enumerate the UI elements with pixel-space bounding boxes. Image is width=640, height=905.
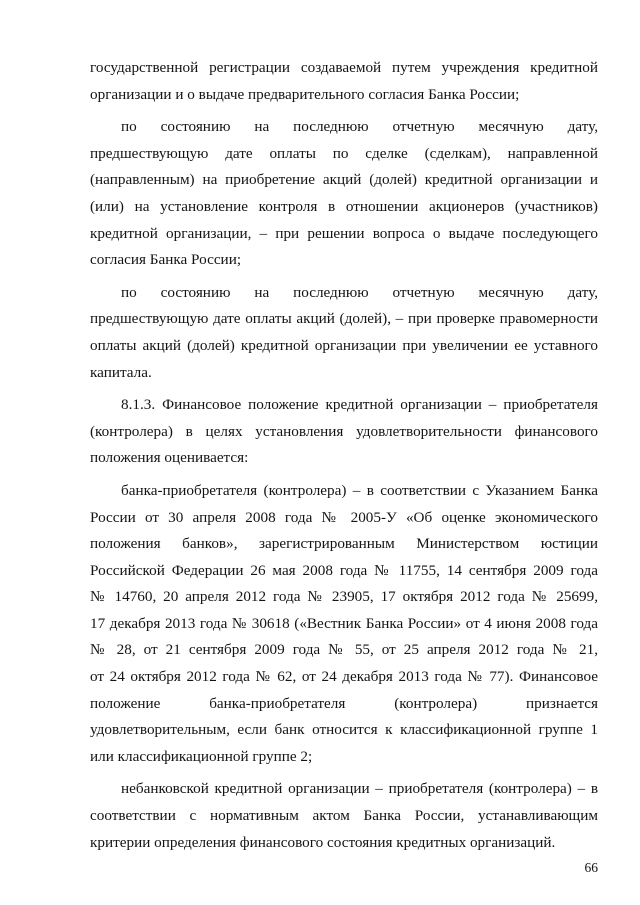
text-line: № 28, от 21 сентября 2009 года № 55, от 25 апреля 2012 года № 21,: [90, 641, 598, 659]
text-line: (направленным) на приобретение акций (долей) кредитной организации и: [90, 171, 598, 189]
text-line: положения банков», зарегистрированным Министерством юстиции: [90, 535, 598, 553]
paragraph-3: [90, 280, 598, 386]
text-line: критерии определения финансового состояния кредитных организаций.: [90, 833, 556, 851]
text-line: 17 декабря 2013 года № 30618 («Вестник Банка России» от 4 июня 2008 года: [90, 614, 598, 632]
text-line: капитала.: [90, 363, 152, 381]
text-line: государственной регистрации создаваемой путем учреждения кредитной: [90, 59, 598, 76]
paragraph-6: [90, 776, 598, 856]
text-line: банка-приобретателя (контролера) – в соответствии с Указанием Банка: [121, 481, 598, 499]
text-line: Российской Федерации 26 мая 2008 года № 11755, 14 сентября 2009 года: [90, 561, 598, 579]
text-line: положения оценивается:: [90, 449, 249, 467]
text-line: кредитной организации, – при решении вопроса о выдаче последующего: [90, 224, 598, 242]
text-line: согласия Банка России;: [90, 251, 242, 269]
text-line: положение банка-приобретателя (контролера) признается: [90, 694, 598, 712]
text-line: (или) на установление контроля в отношении акционеров (участников): [90, 197, 598, 215]
text-line: предшествующую дате оплаты по сделке (сделкам), направленной: [90, 144, 598, 162]
text-line: 8.1.3. Финансовое положение кредитной организации – приобретателя: [121, 396, 598, 414]
paragraph-2: [90, 114, 598, 274]
text-line: № 14760, 20 апреля 2012 года № 23905, 17 октября 2012 года № 25699,: [90, 588, 598, 606]
text-line: удовлетворительным, если банк относится к классификационной группе 1: [90, 721, 598, 739]
text-line: соответствии с нормативным актом Банка России, устанавливающим: [90, 807, 598, 825]
paragraph-4: [90, 392, 598, 472]
text-line: оплаты акций (долей) кредитной организации при увеличении ее уставного: [90, 336, 598, 354]
paragraph-5: [90, 478, 598, 771]
text-line: предшествующую дате оплаты акций (долей), – при проверке правомерности: [90, 310, 598, 328]
text-line: от 24 октября 2012 года № 62, от 24 декабря 2013 года № 77). Финансовое: [90, 668, 598, 686]
text-line: по состоянию на последнюю отчетную месячную дату,: [121, 283, 598, 301]
document-body: [90, 55, 598, 856]
paragraph-1: [90, 55, 598, 108]
text-line: России от 30 апреля 2008 года № 2005-У «Об оценке экономического: [90, 508, 598, 526]
text-line: небанковской кредитной организации – приобретателя (контролера) – в: [121, 780, 598, 798]
page-number: 66: [584, 860, 598, 875]
text-line: организации и о выдаче предварительного согласия Банка России;: [90, 85, 520, 103]
text-line: (контролера) в целях установления удовлетворительности финансового: [90, 422, 598, 440]
text-line: по состоянию на последнюю отчетную месячную дату,: [121, 118, 598, 136]
text-line: или классификационной группе 2;: [90, 747, 313, 765]
